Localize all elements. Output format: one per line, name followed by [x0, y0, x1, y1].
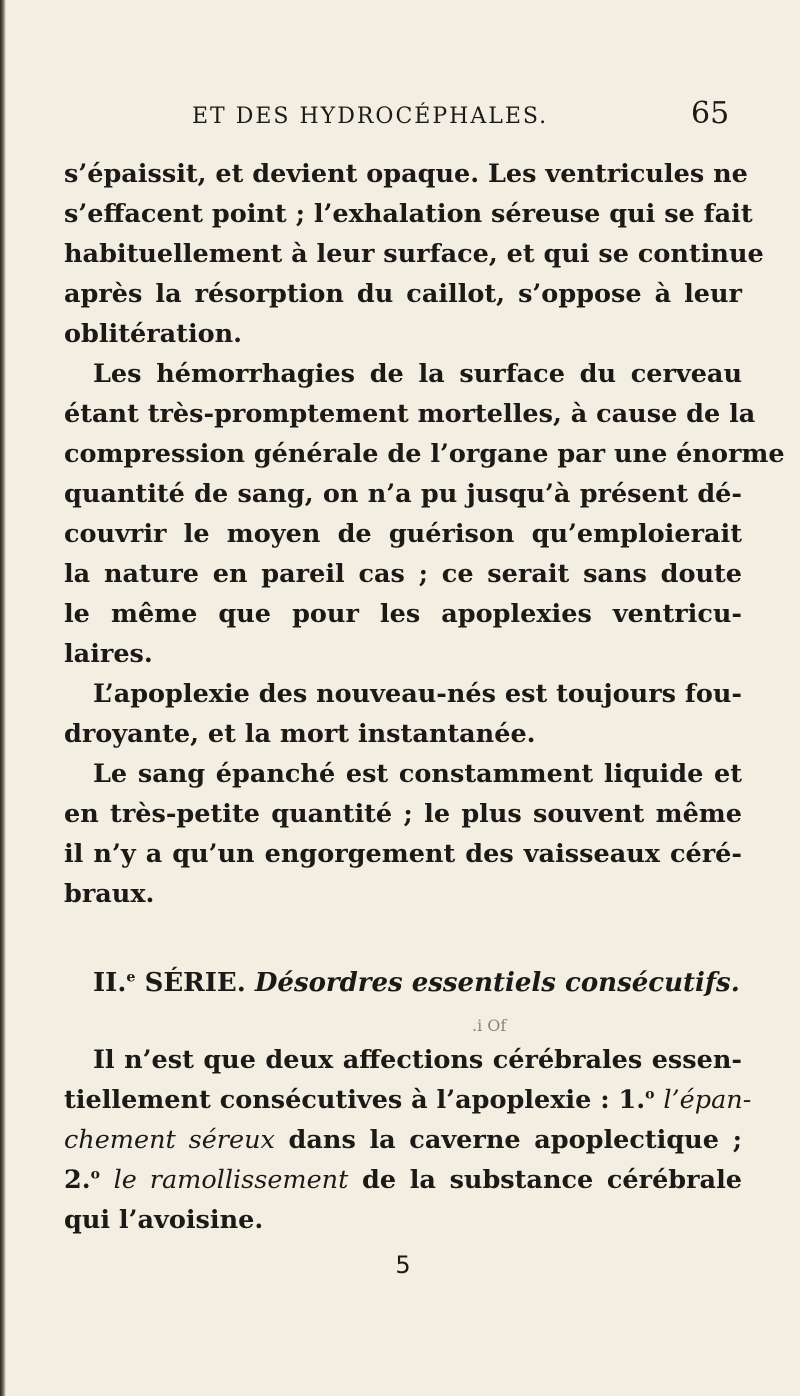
enum-number: 2.$^o$ — [64, 1165, 100, 1195]
text-line: qui l’avoisine. — [64, 1205, 264, 1235]
text-line: étant très-promptement mortelles, à cause de la — [64, 399, 756, 429]
page-binding-edge — [0, 0, 6, 1396]
text-line: la nature en pareil cas ; ce serait sans doute — [64, 559, 742, 589]
text-line: compression générale de l’organe par une énorme — [64, 439, 785, 469]
spacer — [64, 914, 742, 954]
page-number: 65 — [691, 96, 730, 131]
text-line: droyante, et la mort instantanée. — [64, 719, 536, 749]
italic-term: l’épan- — [663, 1085, 752, 1115]
running-head-title: ET DES HYDROCÉPHALES. — [192, 104, 549, 129]
text-line: quantité de sang, on n’a pu jusqu’à présent dé- — [64, 479, 742, 509]
text-line — [64, 1160, 742, 1200]
series-number: II. — [93, 968, 127, 998]
enum-number: 1.$^o$ — [618, 1085, 655, 1115]
text-line: Les hémorrhagies de la surface du cerveau — [93, 359, 742, 389]
text-line: couvrir le moyen de guérison qu’emploierait — [64, 519, 742, 549]
text-line: L’apoplexie des nouveau-nés est toujours fou- — [93, 679, 742, 709]
text-line: s’épaissit, et devient opaque. Les ventricules ne — [64, 159, 748, 189]
series-heading — [64, 954, 742, 1012]
text-line: Le sang épanché est constamment liquide et — [93, 759, 742, 789]
series-title: Désordres essentiels consécutifs. — [254, 968, 740, 998]
running-head — [0, 96, 800, 136]
text-line: oblitération. — [64, 319, 243, 349]
text-line: habituellement à leur surface, et qui se continue — [64, 239, 764, 269]
text-line: braux. — [64, 879, 155, 909]
text-line: Il n’est que deux affections cérébrales essen- — [93, 1045, 742, 1075]
signature-mark: 5 — [395, 1251, 411, 1279]
text-line: le même que pour les apoplexies ventricu- — [64, 599, 742, 629]
text-line: après la résorption du caillot, s’oppose à leur — [64, 279, 742, 309]
italic-term: le ramollissement — [113, 1165, 349, 1195]
text-line: s’effacent point ; l’exhalation séreuse qui se fait — [64, 199, 753, 229]
series-number-sup: e — [126, 969, 136, 986]
body-text — [64, 154, 785, 1290]
text-line: laires. — [64, 639, 153, 669]
text-line: il n’y a qu’un engorgement des vaisseaux céré- — [64, 839, 742, 869]
text-line: en très-petite quantité ; le plus souvent même — [64, 799, 742, 829]
series-label: SÉRIE. — [144, 968, 246, 998]
text-line — [64, 1120, 742, 1160]
text-span: tiellement consécutives à l’apoplexie : — [64, 1085, 610, 1115]
italic-term: chement séreux — [64, 1125, 275, 1155]
text-span: dans la caverne apoplectique ; — [288, 1125, 742, 1155]
stray-mark: .i Of — [472, 1016, 507, 1035]
text-line — [64, 1080, 752, 1120]
text-span: de la substance cérébrale — [362, 1165, 742, 1195]
